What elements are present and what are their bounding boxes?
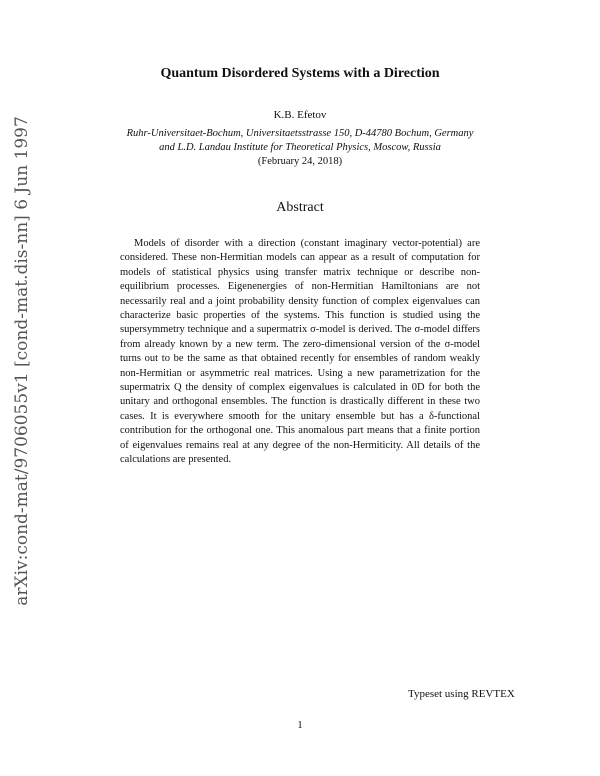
typeset-note: Typeset using REVTEX xyxy=(408,688,515,700)
author: K.B. Efetov xyxy=(273,109,327,121)
paper-title: Quantum Disordered Systems with a Direction xyxy=(160,66,440,81)
affiliation-2: and L.D. Landau Institute for Theoretical Physics, Moscow, Russia xyxy=(159,142,441,153)
abstract-text: Models of disorder with a direction (constant imaginary vector-potential) are considered. These non-Hermitian models can appear as a result of computation for models of statistical physics using transfer matrix technique or describe non-equilibrium processes. Eigenenergies of non-Hermitian Hamiltonians are not necessarily real and a joint probability density function of complex eigenvalues can characterize basic properties of the systems. This function is studied using the supersymmetry technique and a supermatrix σ-model is derived. The σ-model differs from already known by a new term. The zero-dimensional version of the σ-model turns out to be the same as that obtained recently for ensembles of random weakly non-Hermitian or asymmetric real matrices. Using a new parametrization for the supermatrix Q the density of complex eigenvalues is calculated in 0D for both the unitary and orthogonal ensembles. The function is drastically different in these two cases. It is everywhere smooth for the unitary ensemble but has a δ-functional contribution for the orthogonal one. This anomalous part means that a finite portion of eigenvalues remains real at any degree of the non-Hermiticity. All details of the calculations are presented. xyxy=(120,238,480,466)
page-number: 1 xyxy=(297,719,303,731)
abstract-heading: Abstract xyxy=(276,200,324,215)
arxiv-stamp-text: arXiv:cond-mat/9706055v1 [cond-mat.dis-nn] 6 Jun 1997 xyxy=(12,116,32,606)
affiliation-1: Ruhr-Universitaet-Bochum, Universitaetsstrasse 150, D-44780 Bochum, Germany xyxy=(126,128,474,139)
date: (February 24, 2018) xyxy=(257,156,343,167)
